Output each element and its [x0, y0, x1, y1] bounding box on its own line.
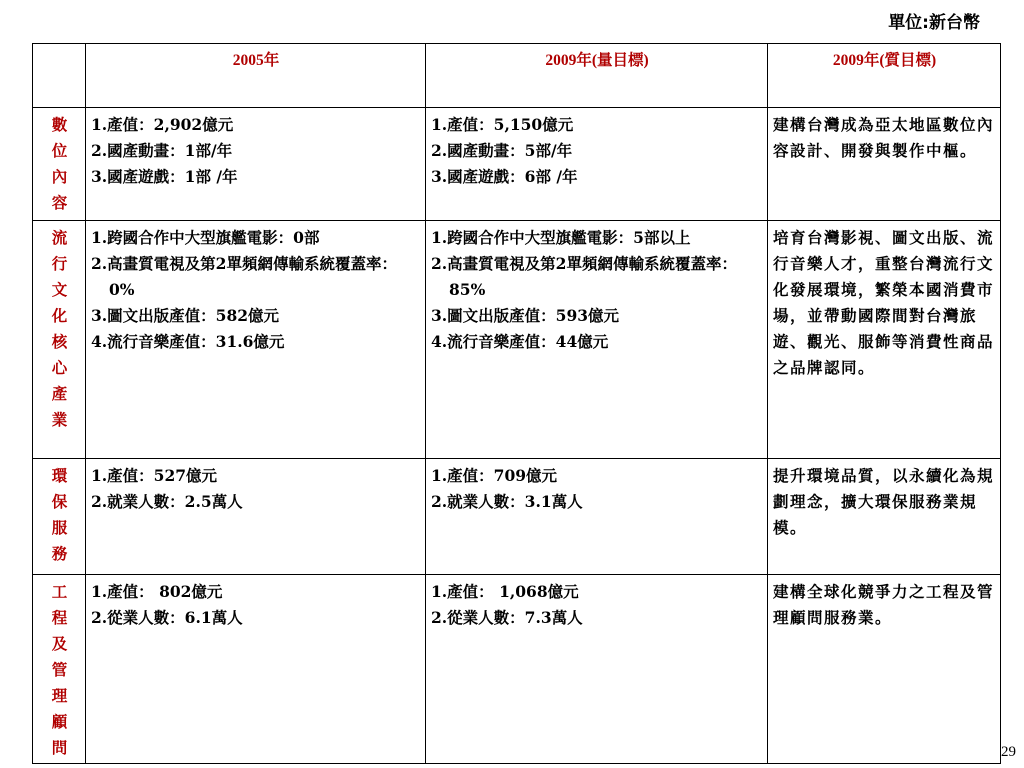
table-row	[33, 221, 1001, 459]
header-corner	[33, 44, 86, 108]
category-cell: 流 行 文 化 核 心 產 業	[33, 221, 86, 459]
quality-goal-cell: 培育台灣影視、圖文出版、流行音樂人才，重整台灣流行文化發展環境，繁榮本國消費市場，並帶動國際間對台灣旅遊、觀光、服飾等消費性商品之品牌認同。	[768, 221, 1001, 459]
quality-goal-cell: 建構台灣成為亞太地區數位內容設計、開發與製作中樞。	[768, 108, 1001, 221]
table-row	[33, 575, 1001, 764]
value-2005-cell: 1.產值： 802億元 2.從業人數：6.1萬人	[86, 575, 426, 764]
table-row	[33, 108, 1001, 221]
page-number: 29	[1001, 744, 1016, 760]
table-row	[33, 459, 1001, 575]
value-2005-cell: 1.產值：2,902億元 2.國產動畫：1部/年 3.國產遊戲：1部 /年	[86, 108, 426, 221]
value-2009-cell: 1.產值：5,150億元 2.國產動畫：5部/年 3.國產遊戲：6部 /年	[426, 108, 768, 221]
category-cell: 環 保 服 務	[33, 459, 86, 575]
header-row	[33, 44, 1001, 108]
category-cell: 數 位 內 容	[33, 108, 86, 221]
quality-goal-cell: 提升環境品質，以永續化為規劃理念，擴大環保服務業規模。	[768, 459, 1001, 575]
value-2005-cell: 1.產值：527億元 2.就業人數：2.5萬人	[86, 459, 426, 575]
value-2009-cell: 1.產值：709億元 2.就業人數：3.1萬人	[426, 459, 768, 575]
unit-label: 單位:新台幣	[888, 13, 980, 33]
targets-table	[32, 43, 1001, 764]
value-2005-cell: 1.跨國合作中大型旗艦電影：0部 2.高畫質電視及第2單頻網傳輸系統覆蓋率：0% 3.圖文出版產值：582億元 4.流行音樂產值：31.6億元	[86, 221, 426, 459]
value-2009-cell: 1.產值： 1,068億元 2.從業人數：7.3萬人	[426, 575, 768, 764]
header-2005: 2005年	[86, 44, 426, 108]
category-cell: 工 程 及 管 理 顧 問	[33, 575, 86, 764]
quality-goal-cell: 建構全球化競爭力之工程及管理顧問服務業。	[768, 575, 1001, 764]
header-2009-quantity: 2009年(量目標)	[426, 44, 768, 108]
header-2009-quality: 2009年(質目標)	[768, 44, 1001, 108]
value-2009-cell: 1.跨國合作中大型旗艦電影：5部以上 2.高畫質電視及第2單頻網傳輸系統覆蓋率： 85% 3.圖文出版產值：593億元 4.流行音樂產值：44億元	[426, 221, 768, 459]
